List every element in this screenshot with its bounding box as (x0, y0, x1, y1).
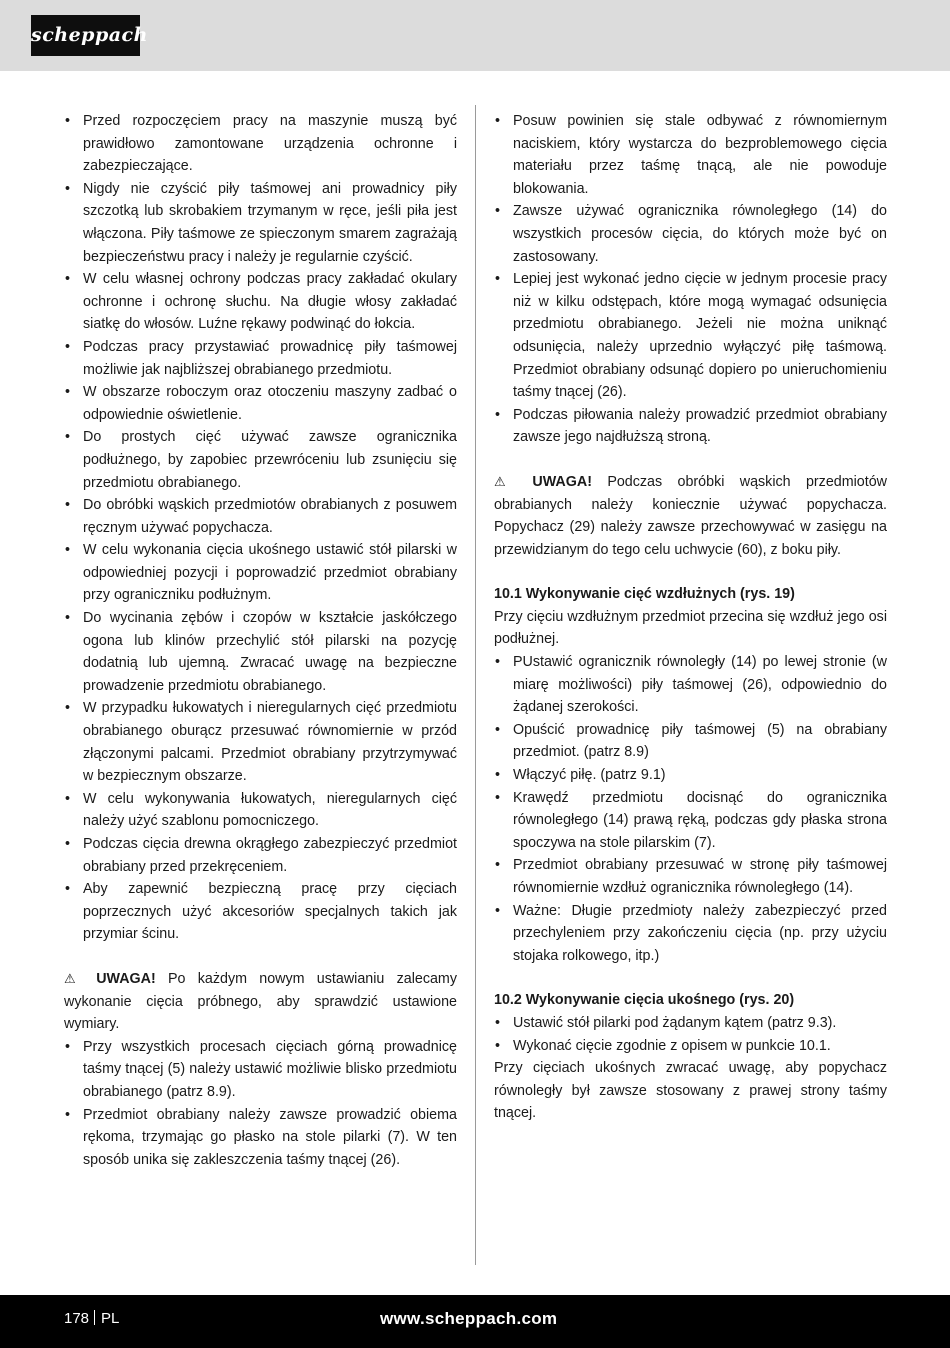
step-item: • Wykonać cięcie zgodnie z opisem w punkcie 10.1. (494, 1035, 887, 1058)
section-intro: Przy cięciu wzdłużnym przedmiot przecina się wzdłuż jego osi podłużnej. (494, 608, 887, 648)
bullet-item: • W obszarze roboczym oraz otoczeniu maszyny zadbać o odpowiednie oświetlenie. (64, 381, 457, 426)
step-item: • Włączyć piłę. (patrz 9.1) (494, 764, 887, 787)
safety-bullet-list (64, 110, 457, 946)
section-outro: Przy cięciach ukośnych zwracać uwagę, aby popychacz równoległy był zawsze stosowany z prawej strony taśmy tnącej. (494, 1060, 887, 1122)
bullet-item: • Aby zapewnić bezpieczną pracę przy cięciach poprzecznych użyć akcesoriów specjalnych takich jak przymiar ścinu. (64, 878, 457, 946)
bullet-item: • Przed rozpoczęciem pracy na maszynie muszą być prawidłowo zamontowane urządzenia ochronne i zabezpieczające. (64, 110, 457, 178)
step-item: • Ważne: Długie przedmioty należy zabezpieczyć przed przechyleniem przy zakończeniu cięcia (np. przy użyciu stojaka rolkowego, itp.) (494, 900, 887, 968)
page-header (0, 0, 950, 71)
bullet-item: • Przedmiot obrabiany należy zawsze prowadzić obiema rękoma, trzymając go płasko na stole pilarki (7). W ten sposób unika się zakleszczenia taśmy tnącej (26). (64, 1104, 457, 1172)
bullet-item: • W celu wykonania cięcia ukośnego ustawić stół pilarski w odpowiedniej pozycji i poprowadzić przedmiot obrabiany przy ograniczniku podłużnym. (64, 539, 457, 607)
feed-bullet-list (494, 110, 887, 449)
warning-text: Po każdym nowym ustawianiu zalecamy wykonanie cięcia próbnego, aby sprawdzić ustawione wymiary. (64, 970, 457, 1033)
step-item: • Krawędź przedmiotu docisnąć do ogranicznika równoległego (14) prawą ręką, podczas gdy płaska strona spoczywa na stole pilarskim (7). (494, 787, 887, 855)
step-item: • Opuścić prowadnicę piły taśmowej (5) na obrabiany przedmiot. (patrz 8.9) (494, 719, 887, 764)
page-footer (0, 1295, 950, 1348)
bullet-item: • Podczas cięcia drewna okrągłego zabezpieczyć przedmiot obrabiany przed przekręceniem. (64, 833, 457, 878)
warning-label: UWAGA! (96, 970, 156, 987)
section-title-10-1: 10.1 Wykonywanie cięć wzdłużnych (rys. 19) (494, 586, 795, 603)
warning-text: Podczas obróbki wąskich przedmiotów obrabianych należy koniecznie używać popychacza. Popychacz (29) należy zawsze przechowywać w zasięgu na przewidzianym do tego celu uchwycie (60), z boku piły. (494, 473, 888, 558)
bullet-item: • Do wycinania zębów i czopów w kształcie jaskółczego ogona lub klinów przechylić stół pilarski na pozycję dodatnią lub ujemną. Zwracać uwagę na bezpieczne prowadzenie przedmiotu obrabianego. (64, 607, 457, 697)
step-item: • Przedmiot obrabiany przesuwać w stronę piły taśmowej równomiernie wzdłuż ogranicznika równoległego (14). (494, 854, 887, 899)
warning-triangle-icon: ⚠ (494, 473, 518, 489)
warning-triangle-icon: ⚠ (64, 970, 84, 986)
bullet-item: • Lepiej jest wykonać jedno cięcie w jednym procesie pracy niż w kilku odstępach, które mogą wymagać odsunięcia przedmiotu obrabianego. Jeżeli nie można uniknąć odsunięcia, należy uprzednio wyłączyć piłę taśmową. Przedmiot obrabiany odsunąć dopiero po unieruchomieniu taśmy tnącej (26). (494, 268, 887, 404)
step-item: • PUstawić ogranicznik równoległy (14) po lewej stronie (w miarę możliwości) piły taśmowej (26), odpowiednio do żądanej szerokości. (494, 651, 887, 719)
left-column (64, 110, 457, 1171)
warning-note (64, 968, 457, 1036)
scheppach-logo: scheppach (31, 15, 140, 56)
safety-bullet-list-2 (64, 1036, 457, 1172)
column-divider (475, 105, 476, 1265)
bullet-item: • Do obróbki wąskich przedmiotów obrabianych z posuwem ręcznym używać popychacza. (64, 494, 457, 539)
bullet-item: • Do prostych cięć używać zawsze ogranicznika podłużnego, by zapobiec przewróceniu lub zsunięciu się przedmiotu obrabianego. (64, 426, 457, 494)
right-column (494, 110, 887, 1125)
bullet-item: • Nigdy nie czyścić piły taśmowej ani prowadnicy piły szczotką lub skrobakiem trzymanym w ręce, jeśli piła jest włączona. Piły taśmowe ze spieczonym smarem zagrażają bezpieczeństwu pracy i należy je regularnie czyścić. (64, 178, 457, 268)
bullet-item: • Zawsze używać ogranicznika równoległego (14) do wszystkich procesów cięcia, do których może być on zastosowany. (494, 200, 887, 268)
rip-cut-steps (494, 651, 887, 967)
warning-note (494, 471, 887, 561)
language-code: PL (101, 1310, 120, 1327)
bullet-item: • Przy wszystkich procesach cięciach górną prowadnicę taśmy tnącej (5) należy ustawić możliwie blisko przedmiotu obrabianego (patrz 8.9). (64, 1036, 457, 1104)
page-number-block (64, 1295, 119, 1343)
step-item: • Ustawić stół pilarki pod żądanym kątem (patrz 9.3). (494, 1012, 887, 1035)
bullet-item: • Podczas pracy przystawiać prowadnicę piły taśmowej możliwie jak najbliższej obrabianego przedmiotu. (64, 336, 457, 381)
section-title-10-2: 10.2 Wykonywanie cięcia ukośnego (rys. 20) (494, 992, 795, 1009)
bullet-item: • Posuw powinien się stale odbywać z równomiernym naciskiem, który wystarcza do bezproblemowego cięcia materiału przez taśmę tnącą, ale nie powoduje blokowania. (494, 110, 887, 200)
website-link[interactable]: www.scheppach.com (380, 1309, 558, 1328)
bullet-item: • W celu wykonywania łukowatych, nieregularnych cięć należy użyć szablonu pomocniczego. (64, 788, 457, 833)
page-number: 178 (64, 1310, 90, 1327)
footer-separator (94, 1310, 95, 1325)
warning-label: UWAGA! (532, 473, 592, 490)
bullet-item: • W przypadku łukowatych i nieregularnych cięć przedmiotu obrabianego oburącz przesuwać równomiernie w przód złączonymi palcami. Przedmiot obrabiany przytrzymywać w bezpiecznym obszarze. (64, 697, 457, 787)
bullet-item: • W celu własnej ochrony podczas pracy zakładać okulary ochronne i ochronę słuchu. Na długie włosy zakładać siatkę do włosów. Luźne rękawy podwinąć do łokcia. (64, 268, 457, 336)
bullet-item: • Podczas piłowania należy prowadzić przedmiot obrabiany zawsze jego najdłuższą stroną. (494, 404, 887, 449)
bevel-cut-steps (494, 1012, 887, 1057)
